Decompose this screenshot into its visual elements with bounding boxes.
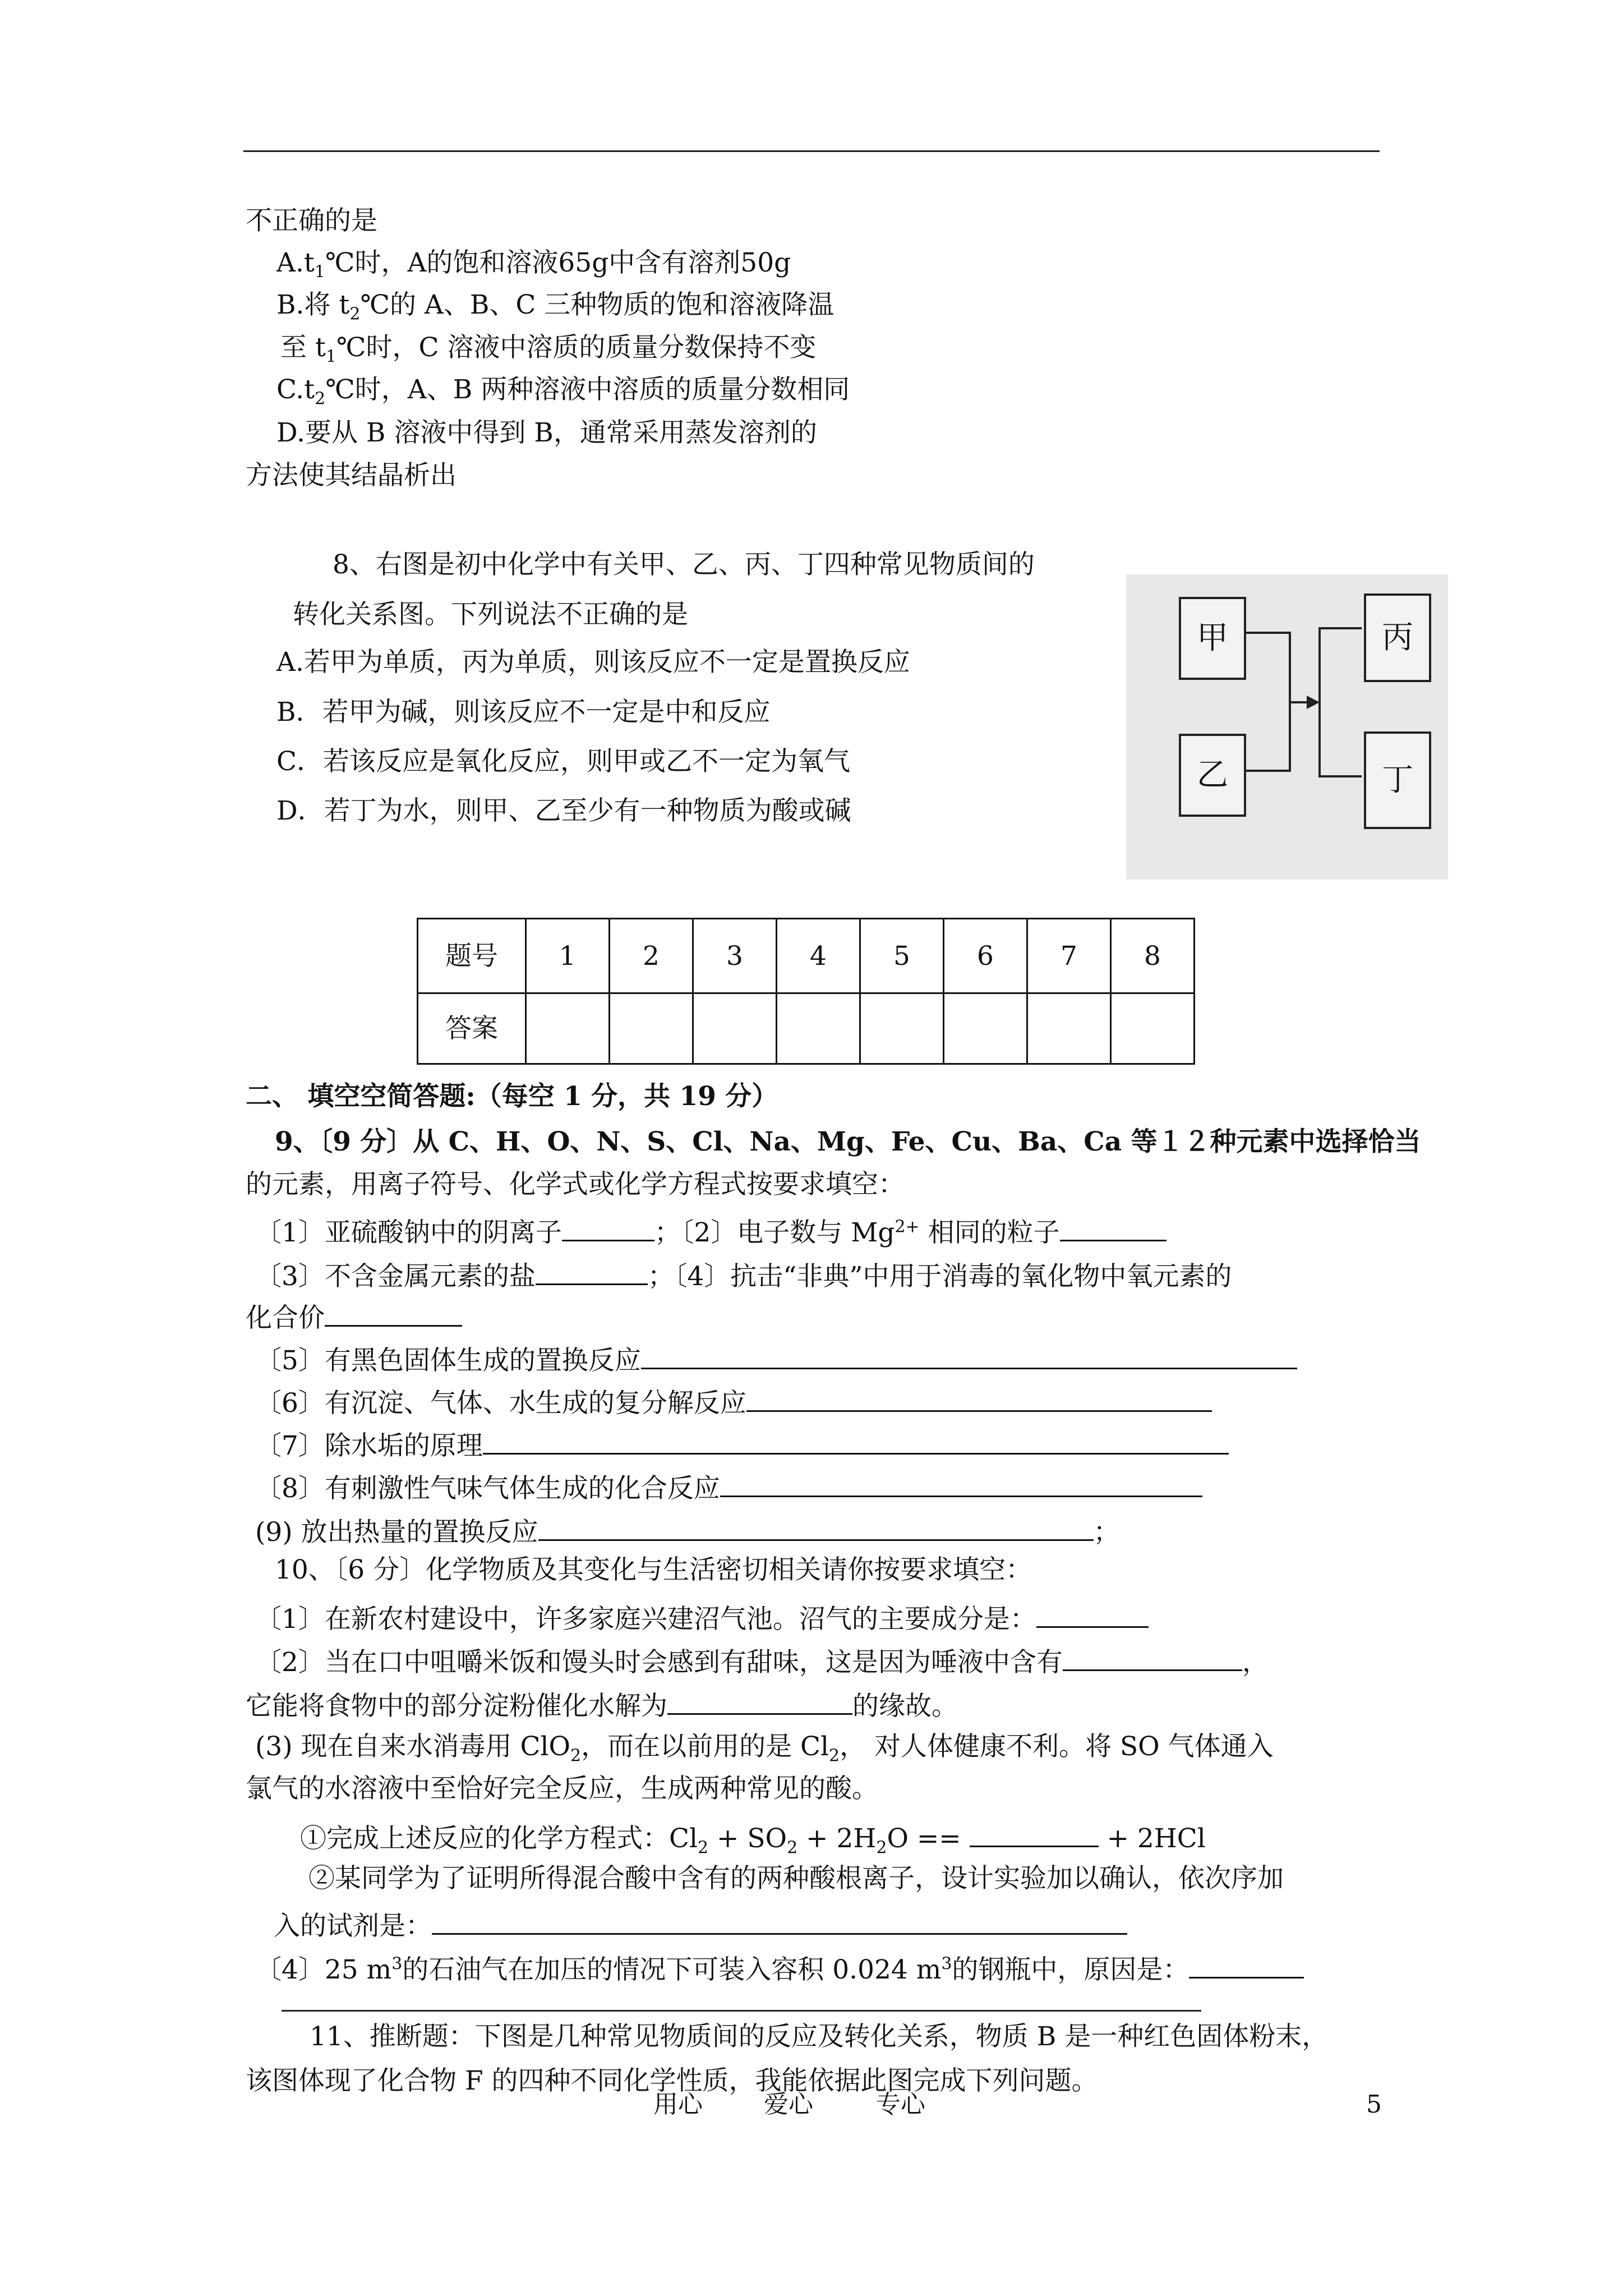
answer-blank[interactable] — [1189, 1952, 1304, 1978]
answer-blank[interactable] — [1036, 1602, 1149, 1628]
q7-option-d-line2: 方法使其结晶析出 — [246, 460, 457, 491]
table-number-cell: 7 — [1027, 919, 1111, 993]
q9-part8: 〔8〕有刺激性气味气体生成的化合反应 — [255, 1471, 1202, 1502]
answer-cell[interactable] — [860, 993, 944, 1064]
q10-part3-line1: (3) 现在自来水消毒用 ClO$_2$，而在以前用的是 $Cl_2$， 对人体健康不利。将 SO 气体通入 — [255, 1731, 1274, 1766]
table-number-cell: 4 — [777, 919, 860, 993]
q10-part3-line4: ②某同学为了证明所得混合酸中含有的两种酸根离子，设计实验加以确认，依次序加 — [308, 1863, 1284, 1894]
answer-cell[interactable] — [610, 993, 693, 1064]
q10-part4: 〔4〕25 $m^3$的石油气在加压的情况下可装入容积 0.024 $m^3$的钢瓶中，原因是： — [255, 1952, 1304, 1983]
q9-stem-line2: 的元素，用离子符号、化学式或化学方程式按要求填空： — [246, 1169, 905, 1200]
q10-stem: 10、〔6 分〕化学物质及其变化与生活密切相关请你按要求填空： — [275, 1554, 1032, 1585]
table-number-cell: 2 — [610, 919, 693, 993]
footer-motto-2: 爱心 — [764, 2090, 813, 2119]
q8-stem-line2: 转化关系图。下列说法不正确的是 — [293, 599, 688, 630]
q10-part3-line5: 入的试剂是： — [274, 1908, 1127, 1939]
q9-part3-4: 〔3〕不含金属元素的盐 ；〔4〕抗击“非典”中用于消毒的氧化物中氧元素的 — [255, 1259, 1232, 1290]
q11-stem-line1: 11、推断题：下图是几种常见物质间的反应及转化关系，物质 B 是一种红色固体粉末， — [310, 2021, 1329, 2052]
q7-option-c: $C.t_2℃$时，A、B 两种溶液中溶质的质量分数相同 — [276, 374, 850, 409]
table-number-cell: 3 — [693, 919, 777, 993]
q7-option-b-line2: 至 $t_1℃$时，C 溶液中溶质的质量分数保持不变 — [280, 332, 817, 367]
header-rule — [243, 150, 1380, 152]
answer-table — [417, 918, 1195, 1065]
q8-option-d: D．若丁为水，则甲、乙至少有一种物质为酸或碱 — [276, 795, 851, 826]
q11-stem-line2: 该图体现了化合物 F 的四种不同化学性质，我能依据此图完成下列问题。 — [246, 2065, 1098, 2096]
footer-motto-3: 专心 — [876, 2090, 925, 2119]
answer-cell[interactable] — [526, 993, 610, 1064]
answer-cell[interactable] — [1111, 993, 1195, 1064]
q8-stem-line1: 8、右图是初中化学中有关甲、乙、丙、丁四种常见物质间的 — [333, 549, 1035, 580]
q8-conversion-diagram — [1126, 574, 1448, 880]
q10-part2-line1: 〔2〕当在口中咀嚼米饭和馒头时会感到有甜味，这是因为唾液中含有 ， — [255, 1645, 1269, 1676]
answer-blank[interactable] — [641, 1343, 1297, 1369]
diagram-box-yi: 乙 — [1179, 734, 1246, 817]
q7-option-a: $A.t_1℃$时，A的饱和溶液65g中含有溶剂50g — [276, 247, 791, 282]
answer-table-header-row — [418, 919, 1195, 993]
q10-equation: ①完成上述反应的化学方程式：$Cl_2 + SO_2 + 2H_2O$ == + 2HCl — [300, 1821, 1206, 1852]
table-number-cell: 5 — [860, 919, 944, 993]
answer-blank[interactable] — [1063, 1645, 1242, 1671]
answer-cell[interactable] — [1027, 993, 1111, 1064]
q8-option-b: B．若甲为碱，则该反应不一定是中和反应 — [276, 697, 771, 728]
answer-table-answer-row — [418, 993, 1195, 1064]
diagram-box-ding: 丁 — [1364, 731, 1431, 829]
answer-line — [282, 2010, 1201, 2012]
table-header-label: 题号 — [418, 919, 526, 993]
q10-part3-line2: 氯气的水溶液中至恰好完全反应，生成两种常见的酸。 — [246, 1773, 878, 1804]
table-answer-label: 答案 — [418, 993, 526, 1064]
answer-cell[interactable] — [777, 993, 860, 1064]
diagram-box-jia: 甲 — [1179, 597, 1246, 680]
q7-stem-tail: 不正确的是 — [246, 205, 377, 236]
q9-stem-line1: 9、〔9 分〕从 C、H、O、N、S、Cl、Na、Mg、Fe、Cu、Ba、Ca 等１２种元素中选择恰当 — [275, 1126, 1421, 1157]
section2-title: 二、 填空空简答题:（每空 1 分，共 19 分） — [246, 1081, 778, 1112]
q9-part5: 〔5〕有黑色固体生成的置换反应 — [255, 1343, 1297, 1374]
q8-option-c: C．若该反应是氧化反应，则甲或乙不一定为氧气 — [276, 746, 850, 777]
q8-option-a: A.若甲为单质，丙为单质，则该反应不一定是置换反应 — [276, 647, 910, 678]
answer-blank[interactable] — [746, 1386, 1212, 1412]
answer-blank[interactable] — [432, 1908, 1127, 1935]
table-number-cell: 8 — [1111, 919, 1195, 993]
answer-blank[interactable] — [562, 1215, 654, 1241]
diagram-box-bing: 丙 — [1364, 593, 1431, 682]
q9-part6: 〔6〕有沉淀、气体、水生成的复分解反应 — [255, 1386, 1212, 1416]
diagram-connector-lines — [1126, 574, 1448, 880]
page-number: 5 — [1366, 2090, 1382, 2119]
q9-part4b: 化合价 — [246, 1300, 462, 1331]
answer-blank[interactable] — [720, 1471, 1202, 1497]
table-number-cell: 6 — [944, 919, 1027, 993]
answer-blank[interactable] — [970, 1821, 1099, 1847]
q10-part2-line2: 它能将食物中的部分淀粉催化水解为 的缘故。 — [246, 1688, 958, 1719]
answer-cell[interactable] — [944, 993, 1027, 1064]
q9-part9: (9) 放出热量的置换反应 ； — [255, 1515, 1120, 1545]
answer-blank[interactable] — [1060, 1215, 1166, 1241]
q9-part7: 〔7〕除水垢的原理 — [255, 1428, 1229, 1459]
answer-blank[interactable] — [325, 1300, 462, 1327]
q10-part1: 〔1〕在新农村建设中，许多家庭兴建沼气池。沼气的主要成分是： — [255, 1602, 1149, 1632]
q9-part1-2: 〔1〕亚硫酸钠中的阴离子 ；〔2〕电子数与 $Mg^{2+}$ 相同的粒子 — [255, 1215, 1166, 1246]
answer-blank[interactable] — [667, 1688, 852, 1715]
q7-option-b-line1: B.将 $t_2℃$的 A、B、C 三种物质的饱和溶液降温 — [276, 289, 834, 324]
footer-motto-1: 用心 — [653, 2090, 703, 2119]
answer-blank[interactable] — [483, 1428, 1229, 1455]
answer-blank[interactable] — [536, 1259, 648, 1285]
answer-cell[interactable] — [693, 993, 777, 1064]
q7-option-d-line1: D.要从 B 溶液中得到 B，通常采用蒸发溶剂的 — [276, 417, 817, 448]
table-number-cell: 1 — [526, 919, 610, 993]
answer-blank[interactable] — [538, 1515, 1094, 1541]
